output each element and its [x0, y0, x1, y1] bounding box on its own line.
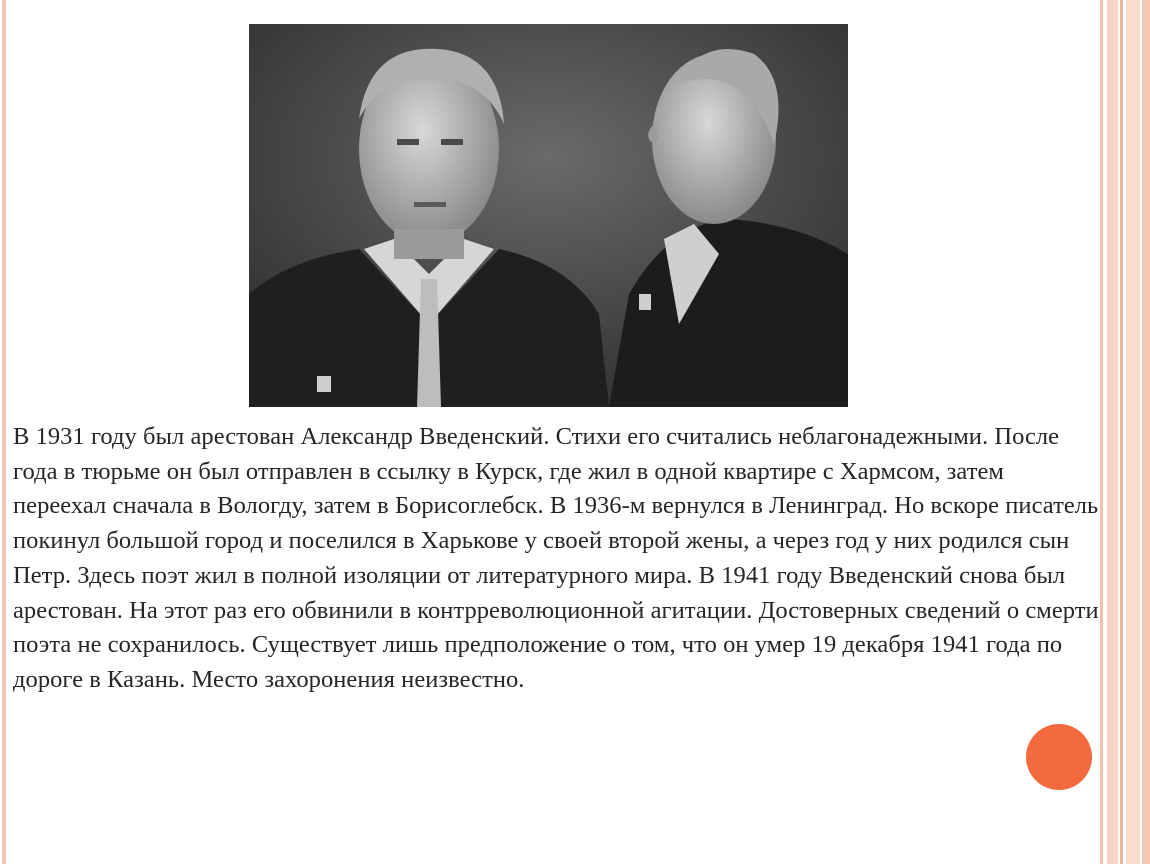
stripe — [1142, 0, 1150, 864]
left-decorative-stripe — [2, 0, 6, 864]
accent-circle — [1026, 724, 1092, 790]
stripe — [1120, 0, 1123, 864]
body-paragraph: В 1931 году был арестован Александр Введенский. Стихи его считались неблагонадежными. После года в тюрьме он был отправлен в ссылку в Курск, где жил в одной квартире с Хармсом, затем переехал сначала в Вологду, затем в Борисоглебск. В 1936-м вернулся в Ленинград. Но вскоре писатель покинул большой город и поселился в Харькове у своей второй жены, а через год у них родился сын Петр. Здесь поэт жил в полной изоляции от литературного мира. В 1941 году Введенский снова был арестован. На этот раз его обвинили в контрреволюционной агитации. Достоверных сведений о смерти поэта не сохранилось. Существует лишь предположение о том, что он умер 19 декабря 1941 года по дороге в Казань. Место захоронения неизвестно. — [13, 423, 1099, 693]
portrait-photo — [249, 24, 848, 407]
stripe — [1107, 0, 1118, 864]
stripe — [1126, 0, 1140, 864]
portrait-photo-icon — [249, 24, 848, 407]
right-decorative-stripes — [1100, 0, 1150, 864]
